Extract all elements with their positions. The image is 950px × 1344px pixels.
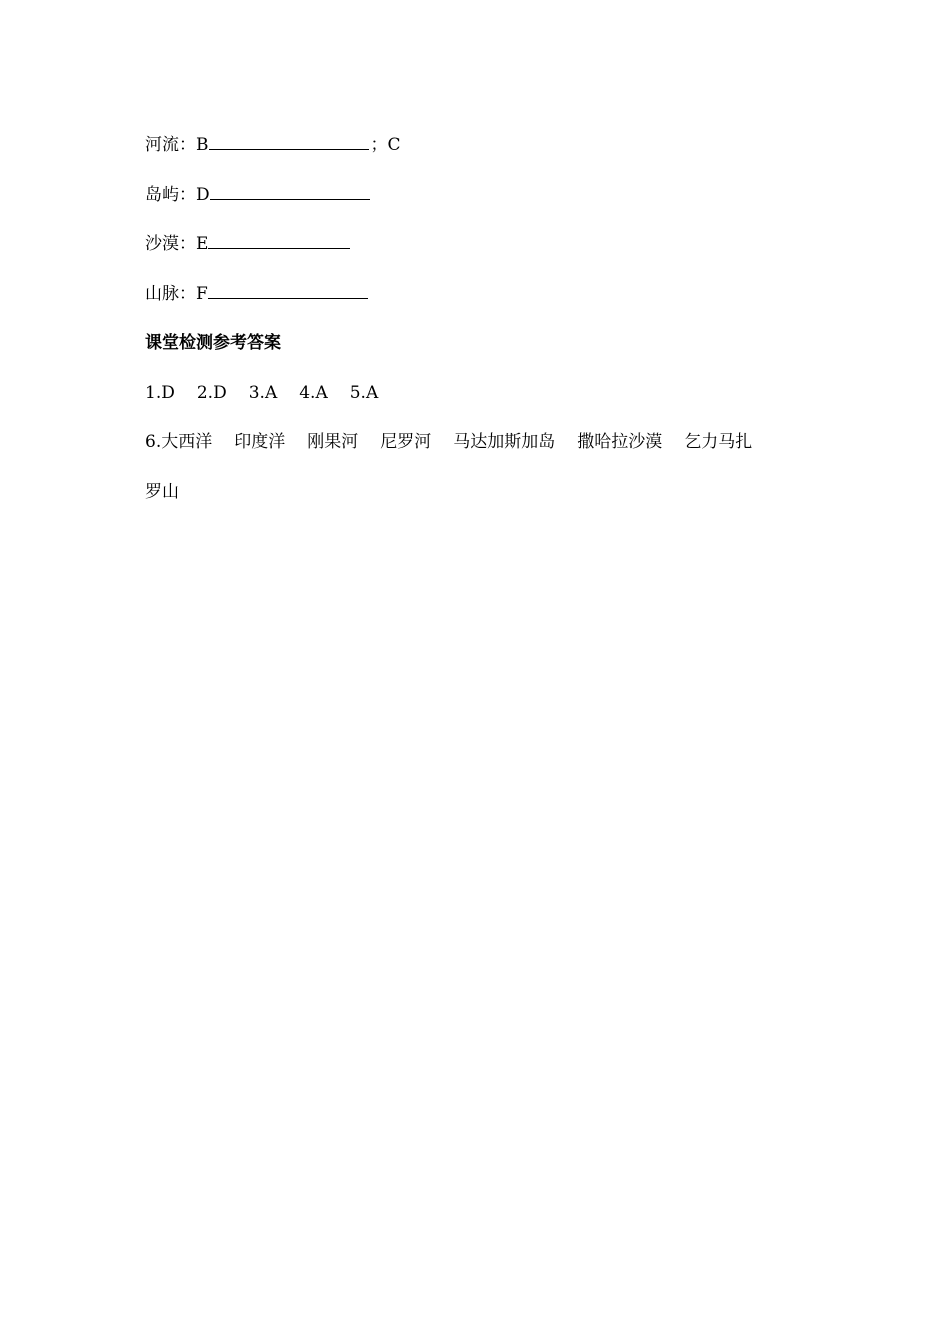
q6-item: 马达加斯加岛 <box>453 432 556 452</box>
mc-answer: 5.A <box>349 383 379 403</box>
q6-continuation-line: 罗山 <box>145 482 179 502</box>
islands-blank <box>210 183 370 200</box>
q6-item: 撒哈拉沙漠 <box>577 432 663 452</box>
rivers-fill-line <box>145 133 401 156</box>
mountains-label: 山脉：F <box>145 284 208 304</box>
islands-fill-line <box>145 183 372 206</box>
q6-answers-line <box>145 431 752 453</box>
q6-item: 尼罗河 <box>380 432 432 452</box>
deserts-blank <box>208 232 350 249</box>
deserts-fill-line <box>145 232 352 255</box>
q6-number: 6. <box>145 432 162 452</box>
mc-answer: 3.A <box>248 383 278 403</box>
mc-answer: 4.A <box>299 383 328 403</box>
mc-answer: 2.D <box>196 383 227 403</box>
rivers-separator: ；C <box>370 135 401 155</box>
deserts-label: 沙漠：E <box>145 234 209 254</box>
q6-item: 印度洋 <box>234 432 286 452</box>
q6-item: 刚果河 <box>307 432 359 452</box>
rivers-blank-b <box>209 133 369 150</box>
mc-answer: 1.D <box>145 383 175 403</box>
mountains-fill-line <box>145 282 370 305</box>
q6-item: 乞力马扎 <box>684 432 753 452</box>
islands-label: 岛屿：D <box>145 185 210 205</box>
q6-item: 大西洋 <box>161 432 213 452</box>
rivers-label: 河流：B <box>145 135 209 155</box>
mountains-blank <box>208 282 368 299</box>
mc-answers-line <box>145 382 378 404</box>
answers-heading: 课堂检测参考答案 <box>145 333 281 353</box>
